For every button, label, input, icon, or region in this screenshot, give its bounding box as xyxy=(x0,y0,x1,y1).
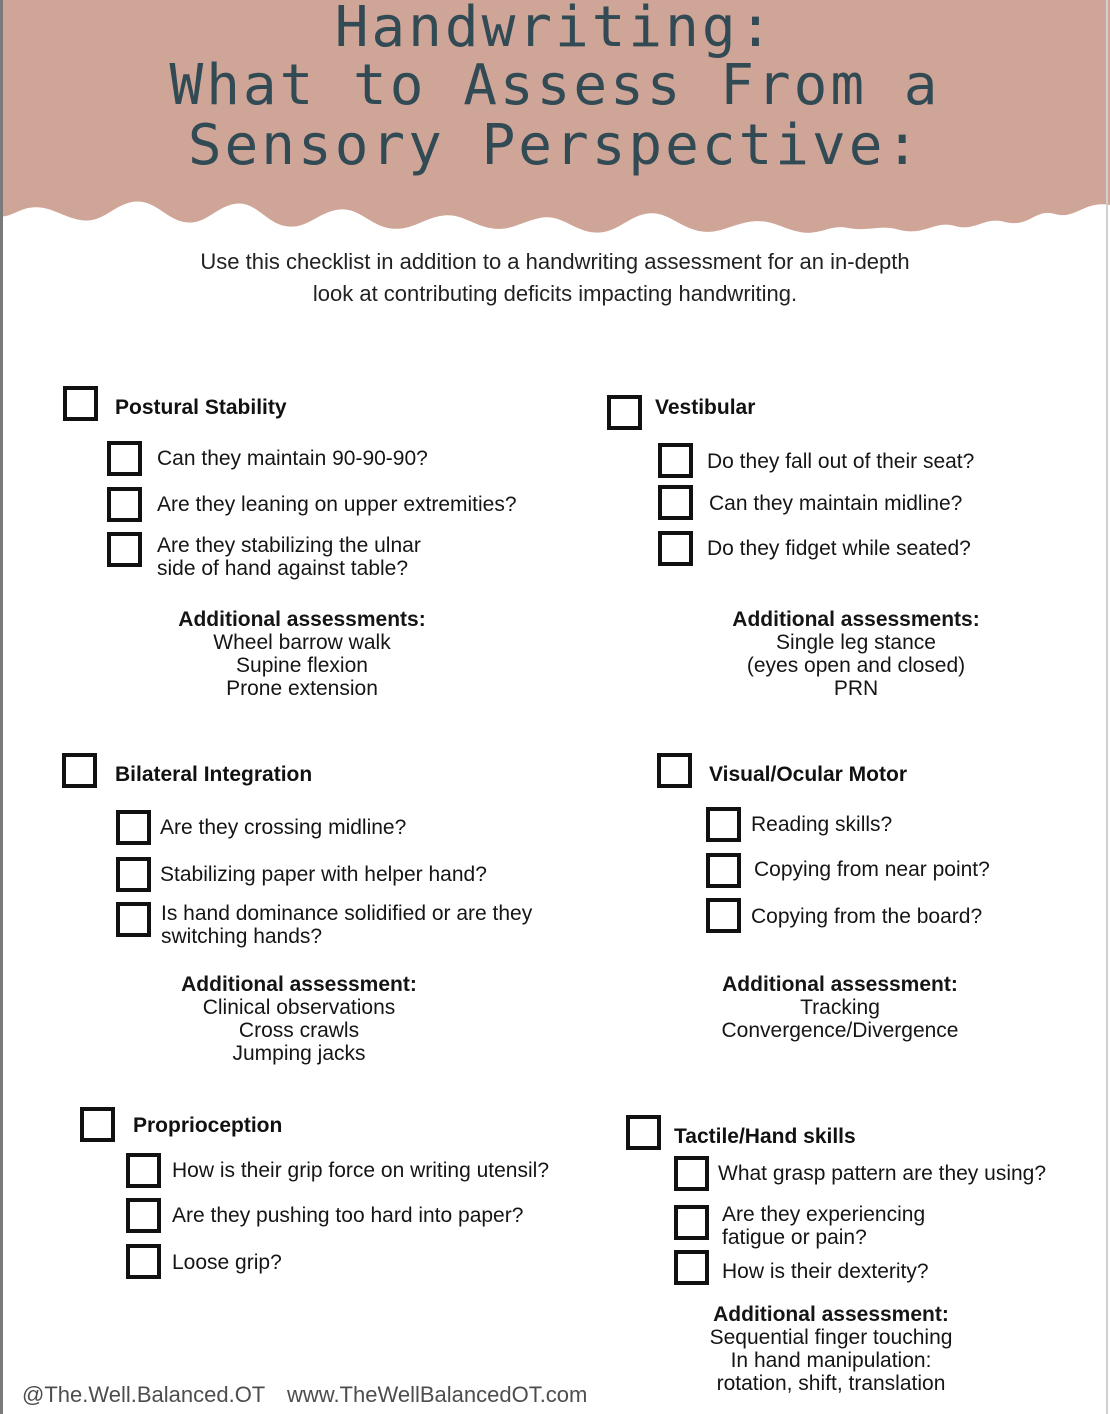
tactile-item-3: How is their dexterity? xyxy=(722,1260,929,1283)
intro-line-2: look at contributing deficits impacting handwriting. xyxy=(312,281,798,306)
postural-item-2: Are they leaning on upper extremities? xyxy=(157,493,517,516)
bilateral-item-3-line-2: switching hands? xyxy=(161,925,323,948)
tactile-additional-heading: Additional assessment: xyxy=(713,1303,949,1326)
vestibular-additional-heading: Additional assessments: xyxy=(732,608,980,631)
vestibular-item-1: Do they fall out of their seat? xyxy=(707,450,975,473)
title-line-2: What to Assess From a xyxy=(169,53,941,118)
postural-stability-checkbox[interactable] xyxy=(63,386,98,421)
postural-additional-1: Wheel barrow walk xyxy=(213,631,391,654)
visual-item-1: Reading skills? xyxy=(751,813,893,836)
postural-additional xyxy=(152,608,452,700)
title-line-1: Handwriting: xyxy=(334,0,776,60)
intro-line-1: Use this checklist in addition to a handwriting assessment for an in-depth xyxy=(200,249,910,274)
vestibular-additional xyxy=(706,608,1006,700)
vestibular-item-2-checkbox[interactable] xyxy=(658,485,693,520)
vestibular-title: Vestibular xyxy=(655,396,756,419)
title-line-3: Sensory Perspective: xyxy=(187,113,923,178)
tactile-additional-1: Sequential finger touching xyxy=(709,1326,953,1349)
tactile-item-1-checkbox[interactable] xyxy=(674,1156,709,1191)
tactile-item-2-line-1: Are they experiencing xyxy=(722,1203,926,1226)
bilateral-item-3-checkbox[interactable] xyxy=(116,902,151,937)
vestibular-additional-2: (eyes open and closed) xyxy=(746,654,966,677)
proprioception-item-1-checkbox[interactable] xyxy=(126,1153,161,1188)
postural-additional-heading: Additional assessments: xyxy=(178,608,426,631)
postural-item-2-checkbox[interactable] xyxy=(107,487,142,522)
bilateral-item-2: Stabilizing paper with helper hand? xyxy=(160,863,487,886)
tactile-additional-2: In hand manipulation: xyxy=(730,1349,932,1372)
proprioception-item-3-checkbox[interactable] xyxy=(126,1244,161,1279)
tactile-hand-skills-checkbox[interactable] xyxy=(626,1115,661,1150)
bilateral-item-3-line-1: Is hand dominance solidified or are they xyxy=(161,902,533,925)
tactile-item-3-checkbox[interactable] xyxy=(674,1250,709,1285)
proprioception-checkbox[interactable] xyxy=(80,1107,115,1142)
postural-additional-2: Supine flexion xyxy=(236,654,368,677)
visual-ocular-motor-checkbox[interactable] xyxy=(657,753,692,788)
visual-item-2-checkbox[interactable] xyxy=(706,853,741,888)
vestibular-checkbox[interactable] xyxy=(607,395,642,430)
footer-handle: @The.Well.Balanced.OT xyxy=(22,1382,266,1407)
postural-item-1: Can they maintain 90-90-90? xyxy=(157,447,428,470)
tactile-item-2-checkbox[interactable] xyxy=(674,1205,709,1240)
footer-website: www.TheWellBalancedOT.com xyxy=(287,1382,588,1407)
visual-ocular-motor-title: Visual/Ocular Motor xyxy=(709,763,907,786)
visual-additional-1: Tracking xyxy=(800,996,880,1019)
tactile-item-1: What grasp pattern are they using? xyxy=(718,1162,1047,1185)
visual-item-3: Copying from the board? xyxy=(751,905,983,928)
bilateral-item-1-checkbox[interactable] xyxy=(116,810,151,845)
tactile-item-2-line-2: fatigue or pain? xyxy=(722,1226,867,1249)
bilateral-additional-2: Cross crawls xyxy=(238,1019,360,1042)
visual-item-2: Copying from near point? xyxy=(754,858,990,881)
postural-item-3-line-2: side of hand against table? xyxy=(157,557,409,580)
bilateral-item-2-checkbox[interactable] xyxy=(116,857,151,892)
vestibular-item-2: Can they maintain midline? xyxy=(709,492,963,515)
visual-item-1-checkbox[interactable] xyxy=(706,807,741,842)
proprioception-item-1: How is their grip force on writing utensil? xyxy=(172,1159,549,1182)
vestibular-item-3: Do they fidget while seated? xyxy=(707,537,971,560)
postural-additional-3: Prone extension xyxy=(226,677,378,700)
intro-text xyxy=(0,246,1110,310)
postural-item-3-checkbox[interactable] xyxy=(107,532,142,567)
proprioception-title: Proprioception xyxy=(133,1114,283,1137)
proprioception-item-3: Loose grip? xyxy=(172,1251,282,1274)
bilateral-integration-checkbox[interactable] xyxy=(62,753,97,788)
postural-stability-title: Postural Stability xyxy=(115,396,287,419)
bilateral-integration-title: Bilateral Integration xyxy=(115,763,313,786)
vestibular-item-3-checkbox[interactable] xyxy=(658,531,693,566)
vestibular-item-1-checkbox[interactable] xyxy=(658,443,693,478)
postural-item-1-checkbox[interactable] xyxy=(107,441,142,476)
bilateral-item-1: Are they crossing midline? xyxy=(160,816,407,839)
vestibular-additional-3: PRN xyxy=(833,677,879,700)
visual-additional xyxy=(690,973,990,1042)
bilateral-additional-heading: Additional assessment: xyxy=(181,973,417,996)
postural-item-3-line-1: Are they stabilizing the ulnar xyxy=(157,534,421,557)
proprioception-item-2-checkbox[interactable] xyxy=(126,1198,161,1233)
proprioception-item-2: Are they pushing too hard into paper? xyxy=(172,1204,524,1227)
tactile-additional-3: rotation, shift, translation xyxy=(716,1372,946,1395)
bilateral-additional-3: Jumping jacks xyxy=(232,1042,366,1065)
visual-item-3-checkbox[interactable] xyxy=(706,898,741,933)
tactile-additional xyxy=(681,1303,981,1395)
visual-additional-2: Convergence/Divergence xyxy=(721,1019,959,1042)
bilateral-additional xyxy=(149,973,449,1065)
tactile-hand-skills-title: Tactile/Hand skills xyxy=(674,1125,856,1148)
vestibular-additional-1: Single leg stance xyxy=(776,631,936,654)
visual-additional-heading: Additional assessment: xyxy=(722,973,958,996)
bilateral-additional-1: Clinical observations xyxy=(202,996,396,1019)
